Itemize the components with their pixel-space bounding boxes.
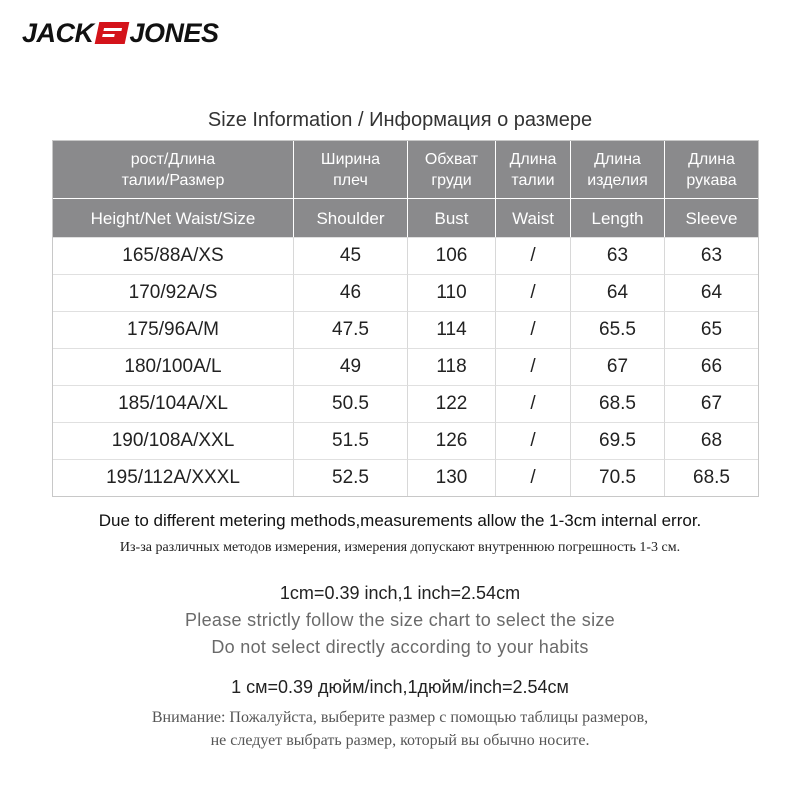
cell-bust: 114 — [408, 311, 496, 348]
header-ru-bust-line: Обхват — [424, 150, 479, 168]
cell-size: 180/100A/L — [53, 348, 294, 385]
cell-bust: 106 — [408, 237, 496, 274]
table-header-ru-row — [53, 141, 758, 199]
header-ru-sleeve — [665, 141, 758, 199]
cell-waist: / — [496, 274, 571, 311]
header-ru-size-line: талии/Размер — [121, 171, 225, 189]
cell-waist: / — [496, 311, 571, 348]
table-header-en-row — [53, 199, 758, 237]
cell-bust: 126 — [408, 422, 496, 459]
cell-bust: 130 — [408, 459, 496, 496]
size-table — [52, 140, 759, 497]
size-table-body — [53, 237, 758, 496]
header-ru-bust-line: груди — [431, 171, 472, 189]
cell-shoulder: 50.5 — [294, 385, 408, 422]
header-ru-length-line: Длина — [594, 150, 641, 168]
table-row — [53, 237, 758, 274]
table-row — [53, 348, 758, 385]
unit-conversion-en: 1cm=0.39 inch,1 inch=2.54cm — [279, 583, 521, 603]
brand-flag-icon — [94, 22, 129, 44]
cell-sleeve: 67 — [665, 385, 758, 422]
cell-sleeve: 64 — [665, 274, 758, 311]
warning-line-2: не следует выбрать размер, который вы обычно носите. — [210, 732, 590, 749]
cell-shoulder: 46 — [294, 274, 408, 311]
cell-sleeve: 66 — [665, 348, 758, 385]
cell-sleeve: 68.5 — [665, 459, 758, 496]
cell-waist: / — [496, 422, 571, 459]
cell-waist: / — [496, 237, 571, 274]
cell-size: 165/88A/XS — [53, 237, 294, 274]
cell-length: 67 — [571, 348, 665, 385]
cell-size: 170/92A/S — [53, 274, 294, 311]
cell-sleeve: 68 — [665, 422, 758, 459]
header-ru-length — [571, 141, 665, 199]
header-ru-shoulder-line: плеч — [333, 171, 368, 189]
cell-sleeve: 65 — [665, 311, 758, 348]
cell-length: 63 — [571, 237, 665, 274]
unit-conversion-ru: 1 см=0.39 дюйм/inch,1дюйм/inch=2.54см — [231, 677, 569, 697]
header-en-waist: Waist — [496, 199, 571, 237]
size-info-title: Size Information / Информация о размере — [207, 109, 593, 131]
cell-shoulder: 45 — [294, 237, 408, 274]
cell-size: 175/96A/M — [53, 311, 294, 348]
header-ru-sleeve-line: рукава — [686, 171, 737, 189]
header-ru-shoulder-line: Ширина — [320, 150, 381, 168]
header-en-length: Length — [571, 199, 665, 237]
header-ru-size — [53, 141, 294, 199]
cell-shoulder: 47.5 — [294, 311, 408, 348]
table-row — [53, 385, 758, 422]
cell-bust: 110 — [408, 274, 496, 311]
cell-waist: / — [496, 459, 571, 496]
table-row — [53, 459, 758, 496]
size-chart-advice-1: Please strictly follow the size chart to select the size — [185, 610, 615, 630]
cell-length: 64 — [571, 274, 665, 311]
header-ru-bust — [408, 141, 496, 199]
table-row — [53, 422, 758, 459]
header-ru-length-line: изделия — [587, 171, 648, 189]
cell-length: 65.5 — [571, 311, 665, 348]
size-chart-advice-2: Do not select directly according to your habits — [211, 637, 589, 657]
warning-line-1: Внимание: Пожалуйста, выберите размер с помощью таблицы размеров, — [151, 709, 649, 726]
cell-waist: / — [496, 385, 571, 422]
table-row — [53, 274, 758, 311]
measurement-error-note-ru: Из-за различных методов измерения, измерения допускают внутреннюю погрешность 1-3 см. — [119, 540, 681, 555]
cell-shoulder: 52.5 — [294, 459, 408, 496]
header-ru-waist — [496, 141, 571, 199]
header-en-bust: Bust — [408, 199, 496, 237]
measurement-error-note-en: Due to different metering methods,measurements allow the 1-3cm internal error. — [98, 511, 702, 530]
header-ru-shoulder — [294, 141, 408, 199]
cell-length: 70.5 — [571, 459, 665, 496]
header-ru-waist-line: Длина — [509, 150, 557, 168]
brand-logo — [22, 16, 219, 50]
cell-shoulder: 51.5 — [294, 422, 408, 459]
header-en-sleeve: Sleeve — [665, 199, 758, 237]
cell-bust: 118 — [408, 348, 496, 385]
cell-size: 195/112A/XXXL — [53, 459, 294, 496]
cell-shoulder: 49 — [294, 348, 408, 385]
header-ru-size-line: рост/Длина — [130, 150, 216, 168]
header-ru-waist-line: талии — [511, 171, 555, 189]
cell-bust: 122 — [408, 385, 496, 422]
cell-size: 190/108A/XXL — [53, 422, 294, 459]
brand-logo-right: JONES — [129, 17, 219, 48]
header-ru-sleeve-line: Длина — [688, 150, 735, 168]
cell-length: 69.5 — [571, 422, 665, 459]
brand-logo-left: JACK — [22, 17, 94, 48]
cell-waist: / — [496, 348, 571, 385]
cell-sleeve: 63 — [665, 237, 758, 274]
cell-length: 68.5 — [571, 385, 665, 422]
cell-size: 185/104A/XL — [53, 385, 294, 422]
table-row — [53, 311, 758, 348]
header-en-size: Height/Net Waist/Size — [53, 199, 294, 237]
header-en-shoulder: Shoulder — [294, 199, 408, 237]
